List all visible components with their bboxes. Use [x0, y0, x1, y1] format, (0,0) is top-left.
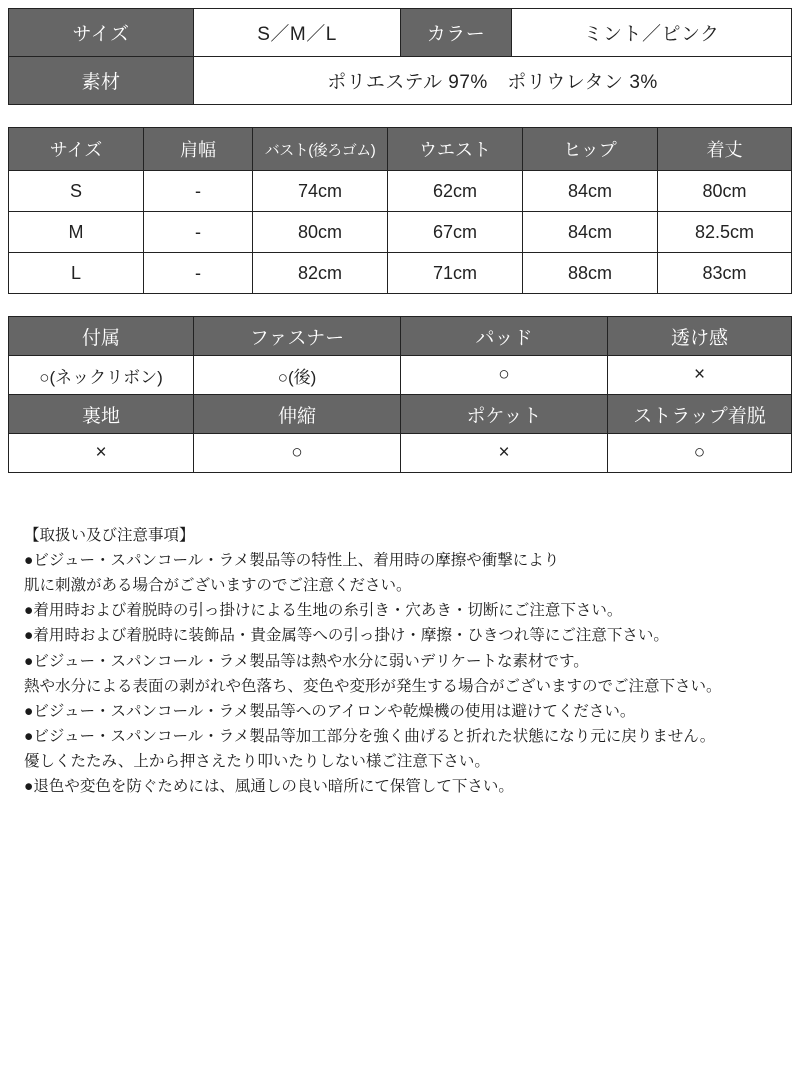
- care-note-line: ●ビジュー・スパンコール・ラメ製品等へのアイロンや乾燥機の使用は避けてください。: [24, 702, 636, 720]
- table-header-row: [9, 128, 792, 171]
- size-col-header-length: 着丈: [658, 128, 792, 171]
- size-cell: 67cm: [388, 212, 523, 253]
- detail-header-stretch: 伸縮: [194, 395, 401, 434]
- size-table: [8, 127, 792, 294]
- care-notes: [8, 523, 792, 799]
- spacer: [8, 294, 792, 316]
- care-note-line: ●着用時および着脱時に装飾品・貴金属等への引っ掛け・摩擦・ひきつれ等にご注意下さい。: [24, 627, 669, 645]
- detail-value-stretch: ○: [194, 434, 401, 473]
- size-cell: 88cm: [523, 253, 658, 294]
- detail-value-sheerness: ×: [608, 356, 792, 395]
- care-note-line: 肌に刺激がある場合がございますのでご注意ください。: [24, 577, 412, 595]
- size-col-header-hip: ヒップ: [523, 128, 658, 171]
- care-note-line: 優しくたたみ、上から押さえたり叩いたりしない様ご注意下さい。: [24, 752, 490, 770]
- spec-table: [8, 8, 792, 105]
- detail-value-pad: ○: [401, 356, 608, 395]
- size-cell: M: [9, 212, 144, 253]
- size-cell: 80cm: [658, 171, 792, 212]
- detail-header-pad: パッド: [401, 317, 608, 356]
- spec-color-label: カラー: [401, 9, 512, 57]
- detail-header-zipper: ファスナー: [194, 317, 401, 356]
- spec-material-value: ポリエステル 97% ポリウレタン 3%: [194, 57, 792, 105]
- care-note-line: ●ビジュー・スパンコール・ラメ製品等加工部分を強く曲げると折れた状態になり元に戻りません。: [24, 727, 716, 745]
- size-cell: -: [144, 253, 253, 294]
- size-cell: -: [144, 212, 253, 253]
- detail-table: [8, 316, 792, 473]
- table-row: [9, 57, 792, 105]
- size-col-header-waist: ウエスト: [388, 128, 523, 171]
- care-note-line: ●着用時および着脱時の引っ掛けによる生地の糸引き・穴あき・切断にご注意下さい。: [24, 602, 623, 620]
- table-row: [9, 434, 792, 473]
- size-col-header-size: サイズ: [9, 128, 144, 171]
- detail-header-strap-detachable: ストラップ着脱: [608, 395, 792, 434]
- size-cell: 71cm: [388, 253, 523, 294]
- size-cell: 62cm: [388, 171, 523, 212]
- detail-value-lining: ×: [9, 434, 194, 473]
- size-col-header-shoulder: 肩幅: [144, 128, 253, 171]
- size-cell: 74cm: [253, 171, 388, 212]
- table-row: [9, 9, 792, 57]
- spacer: [8, 105, 792, 127]
- detail-header-lining: 裏地: [9, 395, 194, 434]
- care-note-line: ●ビジュー・スパンコール・ラメ製品等の特性上、着用時の摩擦や衝撃により: [24, 552, 560, 570]
- care-note-line: 熱や水分による表面の剥がれや色落ち、変色や変形が発生する場合がございますのでご注意下さい。: [24, 677, 722, 695]
- table-header-row: [9, 317, 792, 356]
- spec-size-value: S／M／L: [194, 9, 401, 57]
- spec-material-label: 素材: [9, 57, 194, 105]
- care-notes-title: 【取扱い及び注意事項】: [24, 527, 195, 544]
- detail-value-accessory: ○(ネックリボン): [9, 356, 194, 395]
- spec-size-label: サイズ: [9, 9, 194, 57]
- detail-value-zipper: ○(後): [194, 356, 401, 395]
- size-cell: L: [9, 253, 144, 294]
- table-row: [9, 253, 792, 294]
- size-cell: 83cm: [658, 253, 792, 294]
- size-cell: 84cm: [523, 212, 658, 253]
- size-cell: 80cm: [253, 212, 388, 253]
- detail-value-pocket: ×: [401, 434, 608, 473]
- detail-header-sheerness: 透け感: [608, 317, 792, 356]
- detail-value-strap-detachable: ○: [608, 434, 792, 473]
- size-cell: -: [144, 171, 253, 212]
- table-row: [9, 212, 792, 253]
- detail-header-accessory: 付属: [9, 317, 194, 356]
- size-cell: 84cm: [523, 171, 658, 212]
- care-note-line: ●ビジュー・スパンコール・ラメ製品等は熱や水分に弱いデリケートな素材です。: [24, 652, 589, 670]
- detail-header-pocket: ポケット: [401, 395, 608, 434]
- size-cell: 82cm: [253, 253, 388, 294]
- size-cell: S: [9, 171, 144, 212]
- care-note-line: ●退色や変色を防ぐためには、風通しの良い暗所にて保管して下さい。: [24, 778, 514, 796]
- table-row: [9, 356, 792, 395]
- size-cell: 82.5cm: [658, 212, 792, 253]
- table-row: [9, 171, 792, 212]
- spec-color-value: ミント／ピンク: [512, 9, 792, 57]
- table-header-row: [9, 395, 792, 434]
- size-col-header-bust: バスト(後ろゴム): [253, 128, 388, 171]
